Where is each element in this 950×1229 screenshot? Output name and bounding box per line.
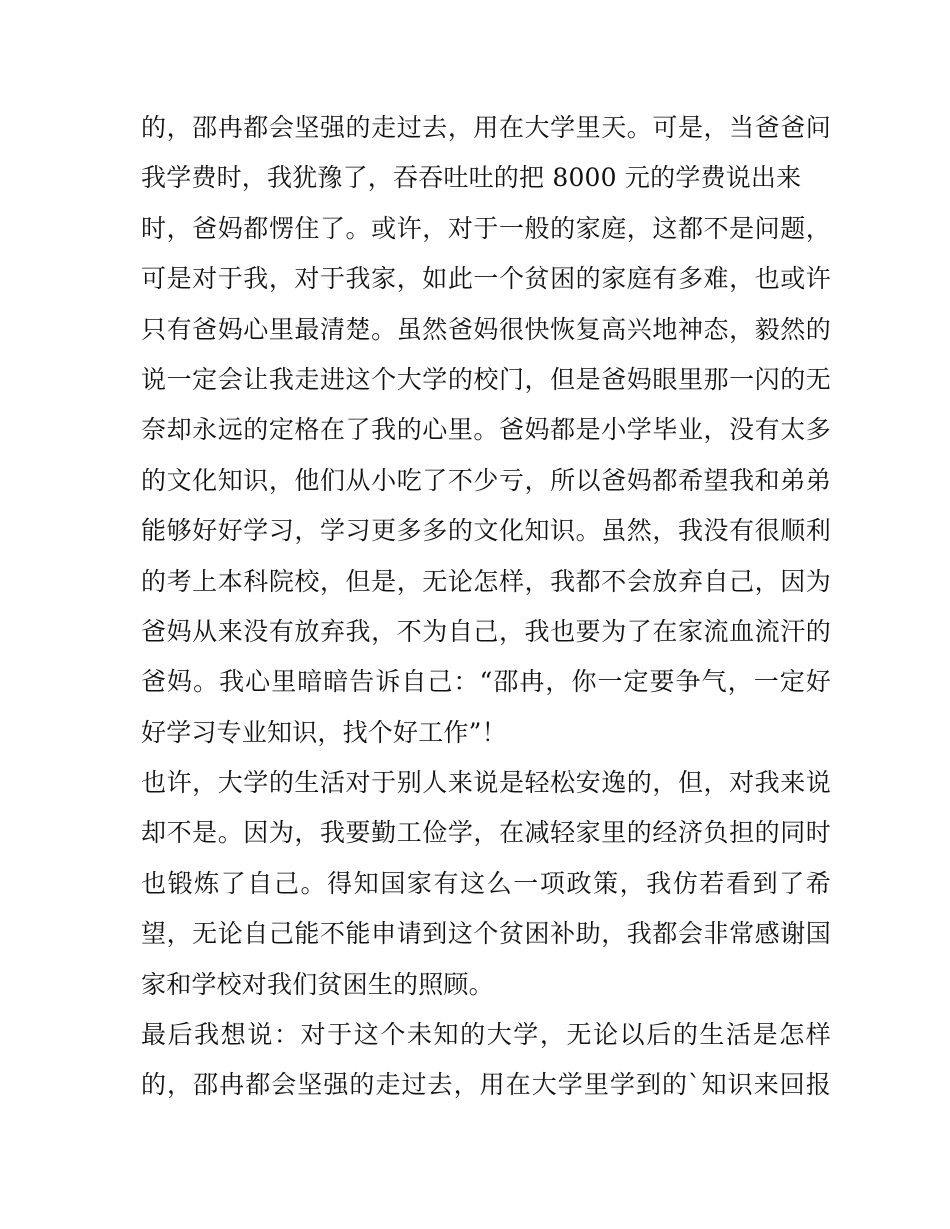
text-line-16: 也锻炼了自己。得知国家有这么一项政策，我仿若看到了希 [141, 868, 831, 898]
text-line-20: 的，邵冉都会坚强的走过去，用在大学里学到的`知识来回报 [141, 1070, 831, 1100]
text-line-15: 却不是。因为，我要勤工俭学，在减轻家里的经济负担的同时 [141, 818, 831, 848]
text-line-8: 的文化知识，他们从小吃了不少亏，所以爸妈都希望我和弟弟 [141, 465, 831, 495]
text-line-11: 爸妈从来没有放弃我，不为自己，我也要为了在家流血流汗的 [141, 616, 831, 646]
text-line-2: 我学费时，我犹豫了，吞吞吐吐的把 8000 元的学费说出来 [141, 163, 802, 193]
text-line-14: 也许，大学的生活对于别人来说是轻松安逸的，但，对我来说 [141, 768, 831, 798]
body-text [141, 103, 831, 1111]
text-line-6: 说一定会让我走进这个大学的校门，但是爸妈眼里那一闪的无 [141, 364, 831, 394]
text-line-13: 好学习专业知识，找个好工作”！ [141, 717, 507, 747]
text-line-3: 时，爸妈都愣住了。或许，对于一般的家庭，这都不是问题， [141, 213, 831, 243]
text-line-1: 的，邵冉都会坚强的走过去，用在大学里天。可是，当爸爸问 [141, 113, 831, 142]
text-line-12: 爸妈。我心里暗暗告诉自己：“邵冉，你一定要争气，一定好 [141, 667, 831, 697]
text-line-18: 家和学校对我们贫困生的照顾。 [141, 969, 494, 999]
text-line-17: 望，无论自己能不能申请到这个贫困补助，我都会非常感谢国 [141, 919, 831, 949]
text-line-4: 可是对于我，对于我家，如此一个贫困的家庭有多难，也或许 [141, 264, 831, 294]
text-line-19: 最后我想说：对于这个未知的大学，无论以后的生活是怎样 [141, 1020, 831, 1050]
text-line-7: 奈却永远的定格在了我的心里。爸妈都是小学毕业，没有太多 [141, 415, 831, 445]
text-line-9: 能够好好学习，学习更多多的文化知识。虽然，我没有很顺利 [141, 516, 831, 546]
text-line-5: 只有爸妈心里最清楚。虽然爸妈很快恢复高兴地神态，毅然的 [141, 314, 831, 344]
text-line-10: 的考上本科院校，但是，无论怎样，我都不会放弃自己，因为 [141, 566, 831, 596]
